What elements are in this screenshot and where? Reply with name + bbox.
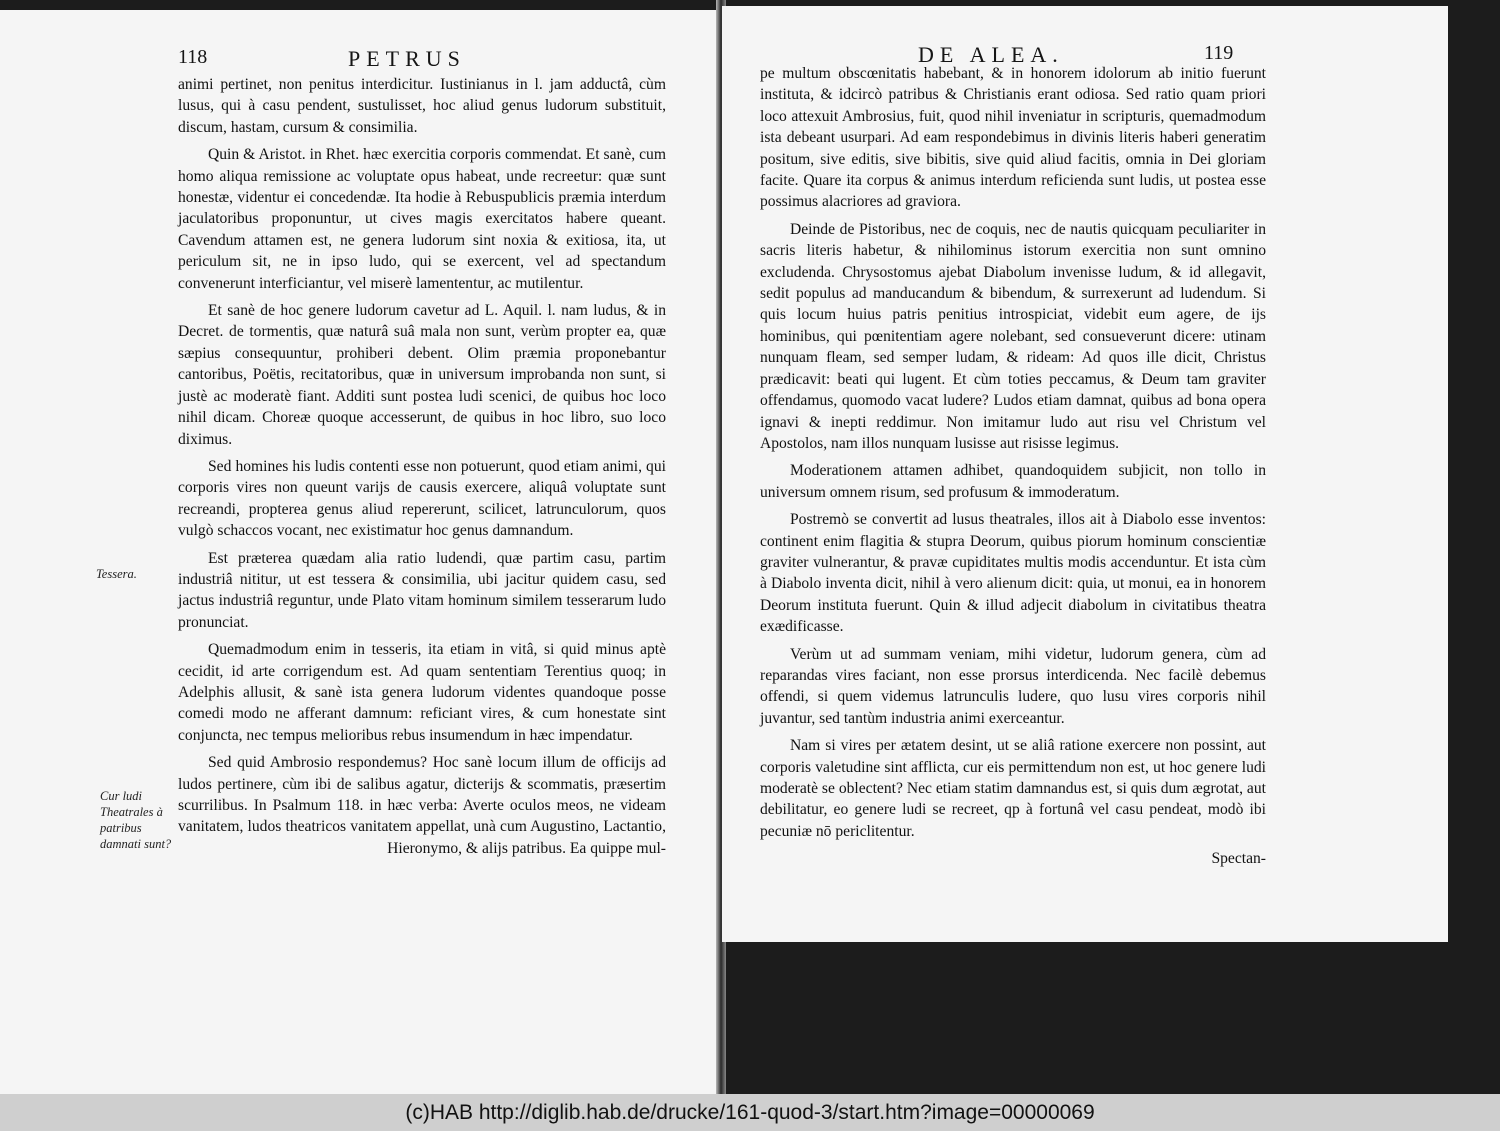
left-text-block xyxy=(178,74,666,865)
paragraph: Moderationem attamen adhibet, quandoquidem subjicit, non tollo in universum omnem risum, sed profusum & immoderatum. xyxy=(760,462,1266,501)
paragraph: Sed quid Ambrosio respondemus? Hoc sanè locum illum de officijs ad ludos pertinere, cùm ibi de salibus agatur, dicterijs & scommatis, præsertim scurrilibus. In Psalmum 118. in hæc verba: Averte oculos meos, ne videam vanitatem, ludos theatricos vanitatem appellat, unà cum Augustino, Lactantio, Hieronymo, & alijs patribus. Ea quippe mul- xyxy=(178,754,666,857)
right-running-head: DE ALEA. xyxy=(918,42,1064,67)
right-page xyxy=(722,6,1448,942)
paragraph: Nam si vires per ætatem desint, ut se aliâ ratione exercere non possint, aut corporis valetudine sint afflicta, cur eis permittendum non est, ut hoc genere ludi moderatè se oblectent? Nec etiam statim damnandus est, si quis dum ægrotat, aut debilitatur, eo genere ludi se recreet, qp à fortunâ vel casu pendeat, modò ibi pecuniæ nō periclitentur. xyxy=(760,737,1266,840)
paragraph: animi pertinet, non penitus interdicitur. Iustinianus in l. jam adductâ, cùm lusus, qui à casu pendent, sustulisset, hoc aliud genus ludorum substituit, discum, hastam, cursum & consimilia. xyxy=(178,76,666,136)
left-page-number: 118 xyxy=(178,46,208,68)
left-running-head: PETRUS xyxy=(348,46,466,71)
left-page xyxy=(0,10,720,1094)
paragraph: Verùm ut ad summam veniam, mihi videtur, ludorum genera, cùm ad reparandas vires faciant, non esse prorsus interdicenda. Nec facilè debemus offendi, si quem videmus latrunculis ludere, quo lusu vires corporis nihil juvantur, sed tantùm industria animi exerceantur. xyxy=(760,645,1266,727)
paragraph: Est præterea quædam alia ratio ludendi, quæ partim casu, partim industriâ nititur, ut est tessera & consimilia, ubi jacitur quidem casu, sed jactus industriâ reguntur, unde Plato vitam hominum similem tesserarum ludo pronunciat. xyxy=(178,549,666,631)
margin-note-tessera: Tessera. xyxy=(96,567,137,581)
paragraph: Deinde de Pistoribus, nec de coquis, nec de nautis quicquam peculiariter in sacris literis habetur, & nihilominus istorum exercitia non sunt omnino excludenda. Chrysostomus ajebat Diabolum invenisse ludum, & id allegavit, sedit populus ad manducandum & bibendum, & surrexerunt ad ludendum. Si quis locum huius patris penitius introspiciat, videbit eum agere, de ijs hominibus, qui pœnitentiam agere nolebant, sed consueverunt dicere: utinam nunquam fleam, sed semper ludam, & rideam: Ad quos ille dicit, Christus prædicavit: beati qui lugent. Et cùm toties peccamus, & Deum tam graviter offendamus, quomodo vacat ludere? Ludos etiam damnat, quibus ad bona opera ignavi & inepti reddimur. Non imitamur ludo aut risu vel Christum vel Apostolos, nam illos nunquam lusisse aut risisse legimus. xyxy=(760,220,1266,452)
paragraph: Sed homines his ludis contenti esse non potuerunt, quod etiam animi, qui corporis vires non queunt varijs de causis exercere, aliquâ voluptate sunt recreandi, propterea genus aliud repererunt, scilicet, latrunculorum, quos vulgò schaccos vocant, nec existimatur hoc genus damnandum. xyxy=(178,457,666,540)
paragraph: Et sanè de hoc genere ludorum cavetur ad L. Aquil. l. nam ludus, & in Decret. de tormentis, quæ naturâ suâ mala non sunt, verùm propter ea, quæ sæpius consequuntur, prohiberi debent. Olim præmia proponebantur cantoribus, Poëtis, recitatoribus, quæ in universum improbanda non sunt, si justè ac moderatè fiant. Additi sunt postea ludi scenici, de quibus hoc loco nihil dicam. Choreæ quoque accesserunt, de quibus in hoc libro, suo loco diximus. xyxy=(178,302,666,448)
margin-note-theatrales: Cur ludi Theatrales à patribus damnati sunt? xyxy=(100,789,172,851)
paragraph: Quemadmodum enim in tesseris, ita etiam in vitâ, si quid minus aptè cecidit, id arte corrigendum est. Ad quam sententiam Terentius quoq; in Adelphis allusit, & sanè ista genera ludorum videntes quandoque posse comedi modo ne afferant damnum: reficiant vires, & cum honestate sint conjuncta, nec tempus melioribus rebus insumendum in hæc impendatur. xyxy=(178,641,666,744)
right-page-number: 119 xyxy=(1204,42,1234,64)
right-text-block xyxy=(760,63,1266,870)
catchword: Spectan- xyxy=(1211,850,1266,868)
paragraph: Quin & Aristot. in Rhet. hæc exercitia corporis commendat. Et sanè, cum homo aliqua remissione ac voluptate opus habeat, unde recreetur: quæ sunt honestæ, videntur ei concedendæ. Ita hodie à Rebuspublicis præmia interdum jaculatoribus proponuntur, ut cives magis exercitatos habere queant. Cavendum attamen est, ne genera ludorum sint noxia & exitiosa, ita, ut periculum sit, ne in ipso ludo, qui se exercent, vel ad spectandum convenerunt interficiantur, vel miserè lamententur, ac mutilentur. xyxy=(178,146,666,292)
copyright-footer: (c)HAB http://diglib.hab.de/drucke/161-quod-3/start.htm?image=00000069 xyxy=(0,1094,1500,1131)
paragraph: Postremò se convertit ad lusus theatrales, illos ait à Diabolo esse inventos: continent enim flagitia & stupra Deorum, quibus piorum hominum conscientiæ graviter vulnerantur, & pravæ cupiditates multis modis accenduntur. Et ista cùm à Diabolo inventa dicit, nihil à vero alienum dicit: quia, ut monui, ea in honorem Deorum instituta fuerunt. Quin & illud adjecit diabolum in civitatibus theatra exædificasse. xyxy=(760,511,1266,636)
paragraph: pe multum obscœnitatis habebant, & in honorem idolorum ab initio fuerunt instituta, & idcircò patribus & Christianis erant odiosa. Sed ratio quam priori loco attexuit Ambrosius, fuit, quod nihil inveniatur in scripturis, quemadmodum ista debeant usurpari. Ad eam respondebimus in divinis literis haberi generatim positum, sive editis, sive bibitis, sive quid aliud facitis, omnia in Dei gloriam facite. Quare ita corpus & animus interdum reficienda sunt ludis, ut postea esse possimus alacriores ad graviora. xyxy=(760,65,1266,211)
